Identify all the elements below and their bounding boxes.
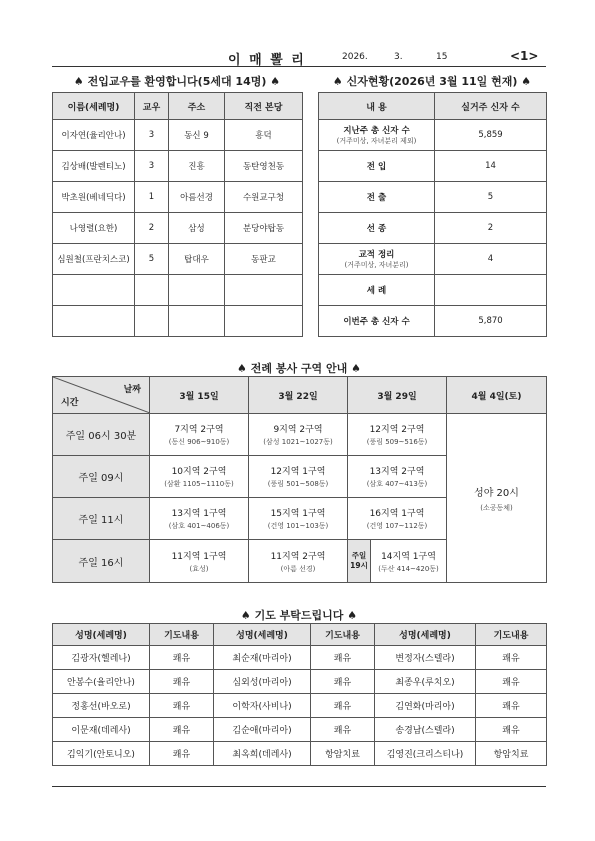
cell-name: 안봉수(율리안나) [53, 670, 150, 694]
corner-date-label: 날짜 [123, 385, 141, 395]
service-area: 11지역 1구역 [171, 551, 227, 562]
service-area: 13지역 2구역 [369, 467, 425, 477]
service-area: 7지역 2구역 [174, 425, 224, 435]
stat-label [319, 182, 435, 213]
column-header: 실거주 신자 수 [435, 93, 547, 120]
table-row [53, 670, 547, 694]
cell-name: 최종우(루치오) [375, 670, 476, 694]
cell-intention: 쾌유 [476, 670, 547, 694]
stat-value: 2 [435, 213, 547, 244]
easter-vigil-main: 성야 20시 [474, 487, 519, 499]
column-header: 성명(세례명) [53, 624, 150, 646]
service-area: 9지역 2구역 [273, 425, 323, 435]
cell-count: 1 [135, 182, 169, 213]
service-area-detail: (삼성 1021~1027동) [263, 438, 333, 446]
corner-time-label: 시간 [61, 398, 79, 408]
special-time-label [348, 540, 371, 582]
time-header: 주일 11시 [53, 498, 150, 540]
stat-value [435, 275, 547, 306]
stat-label [319, 306, 435, 337]
stat-label-sub: (거주미상, 자녀분리) [344, 261, 409, 269]
table-row [319, 182, 547, 213]
stat-value: 5,859 [435, 120, 547, 151]
column-header: 직전 본당 [225, 93, 303, 120]
table-header-row [53, 93, 303, 120]
stat-label [319, 151, 435, 182]
cell-name: 김연화(마리아) [375, 694, 476, 718]
service-area-detail: (삼환 1105~1110동) [164, 480, 234, 488]
page-number: <1> [510, 49, 539, 63]
service-area-detail: (아름 선경) [280, 564, 316, 573]
service-area-detail: (동신 906~910동) [168, 438, 230, 446]
column-header: 내 용 [319, 93, 435, 120]
special-time-label-line2: 19시 [350, 561, 368, 570]
cell-name: 변정자(스텔라) [375, 646, 476, 670]
stat-value: 5,870 [435, 306, 547, 337]
cell-name: 김순애(마리아) [214, 718, 311, 742]
cell-intention: 쾌유 [311, 670, 375, 694]
column-header: 교우 [135, 93, 169, 120]
table-row [53, 244, 303, 275]
cell-intention: 쾌유 [476, 646, 547, 670]
stat-label-main: 이번주 총 신자 수 [343, 317, 410, 327]
date-header: 4월 4일(토) [447, 377, 547, 414]
service-cell [249, 414, 348, 456]
cell-address: 삼성 [169, 213, 225, 244]
cell-intention: 쾌유 [476, 718, 547, 742]
service-cell [249, 498, 348, 540]
column-header: 성명(세례명) [214, 624, 311, 646]
cell-intention: 쾌유 [150, 670, 214, 694]
cell-count: 3 [135, 151, 169, 182]
cell-name: 김영진(크리스티나) [375, 742, 476, 766]
cell-name: 김익기(안토니오) [53, 742, 150, 766]
cell-intention: 쾌유 [311, 646, 375, 670]
cell-address: 진흥 [169, 151, 225, 182]
cell-name: 이학자(사비나) [214, 694, 311, 718]
service-area: 13지역 1구역 [171, 509, 227, 519]
cell-intention: 쾌유 [476, 694, 547, 718]
service-table [52, 376, 547, 583]
table-row [53, 646, 547, 670]
service-area-detail: (삼호 401~406동) [168, 522, 230, 530]
service-area: 14지역 1구역 [381, 551, 436, 562]
column-header: 성명(세례명) [375, 624, 476, 646]
cell-name: 김상배(발렌티노) [53, 151, 135, 182]
service-cell [348, 414, 447, 456]
service-cell [348, 498, 447, 540]
cell-address: 아름선경 [169, 182, 225, 213]
stat-label-sub: (거주미상, 자녀분리 제외) [336, 137, 417, 145]
new-families-title: ♠ 전입교우를 환영합니다(5세대 14명) ♠ [73, 75, 281, 88]
stat-label-main: 전 입 [366, 162, 387, 172]
corner-cell [53, 377, 150, 414]
easter-vigil-cell [447, 414, 547, 583]
column-header: 이름(세례명) [53, 93, 135, 120]
table-row [53, 275, 303, 306]
cell-intention: 항암치료 [311, 742, 375, 766]
cell-count: 3 [135, 120, 169, 151]
cell-address: 탑대우 [169, 244, 225, 275]
column-header: 기도내용 [311, 624, 375, 646]
cell-name [53, 306, 135, 337]
table-header-row [53, 624, 547, 646]
cell-parish: 흥덕 [225, 120, 303, 151]
table-row [319, 151, 547, 182]
service-cell [150, 456, 249, 498]
cell-intention: 쾌유 [150, 742, 214, 766]
service-area: 15지역 1구역 [270, 509, 326, 519]
service-cell [249, 540, 348, 583]
stat-label-main: 교적 정리 [358, 250, 395, 260]
service-area: 12지역 2구역 [369, 425, 425, 435]
table-row [53, 694, 547, 718]
cell-intention: 쾌유 [311, 694, 375, 718]
stat-label [319, 120, 435, 151]
cell-name: 이자연(율리안나) [53, 120, 135, 151]
table-row [319, 244, 547, 275]
header-rule [52, 66, 546, 67]
service-area: 11지역 2구역 [270, 551, 326, 562]
cell-name: 최옥희(데레사) [214, 742, 311, 766]
time-header: 주일 06시 30분 [53, 414, 150, 456]
cell-address [169, 275, 225, 306]
cell-address: 동신 9 [169, 120, 225, 151]
service-title: ♠ 전례 봉사 구역 안내 ♠ [237, 362, 361, 375]
table-row [319, 213, 547, 244]
stat-label-main: 세 례 [366, 286, 387, 296]
table-row [319, 275, 547, 306]
stat-value: 4 [435, 244, 547, 275]
cell-count: 2 [135, 213, 169, 244]
service-area-detail: (건영 107~112동) [366, 522, 428, 530]
believers-title: ♠ 신자현황(2026년 3월 11일 현재) ♠ [332, 75, 532, 88]
service-area-detail: (두산 414~420동) [378, 564, 439, 573]
stat-label-main: 지난주 총 신자 수 [343, 126, 410, 136]
believers-table [318, 92, 547, 337]
page-title: 이 매 뽈 리 [228, 53, 306, 68]
cell-intention: 쾌유 [150, 694, 214, 718]
cell-name: 김광자(헬레나) [53, 646, 150, 670]
stat-label [319, 275, 435, 306]
service-area: 10지역 2구역 [171, 467, 227, 477]
cell-count [135, 275, 169, 306]
issue-day: 15 [436, 52, 448, 62]
cell-parish: 동탄영천동 [225, 151, 303, 182]
cell-intention: 쾌유 [311, 718, 375, 742]
footer-rule [52, 786, 546, 787]
table-row [53, 120, 303, 151]
time-header: 주일 09시 [53, 456, 150, 498]
easter-vigil-sub: (소공동체) [480, 503, 513, 512]
table-header-row [319, 93, 547, 120]
table-row [53, 718, 547, 742]
cell-parish: 동판교 [225, 244, 303, 275]
cell-intention: 쾌유 [150, 718, 214, 742]
cell-parish [225, 275, 303, 306]
cell-name: 송경남(스텔라) [375, 718, 476, 742]
prayer-title: ♠ 기도 부탁드립니다 ♠ [240, 609, 358, 622]
table-row [53, 742, 547, 766]
date-header: 3월 15일 [150, 377, 249, 414]
service-cell [249, 456, 348, 498]
cell-name: 박초원(베네딕다) [53, 182, 135, 213]
column-header: 기도내용 [476, 624, 547, 646]
issue-year: 2026. [342, 52, 368, 62]
cell-address [169, 306, 225, 337]
stat-label [319, 213, 435, 244]
service-area-detail: (건영 101~103동) [267, 522, 329, 530]
stat-label-main: 선 종 [366, 224, 387, 234]
cell-name: 이문재(데레사) [53, 718, 150, 742]
service-area-detail: (삼호 407~413동) [366, 480, 428, 488]
cell-intention: 항암치료 [476, 742, 547, 766]
date-header: 3월 29일 [348, 377, 447, 414]
cell-parish: 분당야탑동 [225, 213, 303, 244]
table-row [53, 414, 547, 456]
cell-name: 심외성(마리아) [214, 670, 311, 694]
table-row [319, 120, 547, 151]
table-row [53, 182, 303, 213]
service-cell-split [348, 540, 447, 583]
cell-name [53, 275, 135, 306]
cell-name: 나영렬(요한) [53, 213, 135, 244]
service-area: 16지역 1구역 [369, 509, 425, 519]
service-cell [348, 456, 447, 498]
table-row [53, 213, 303, 244]
cell-name: 최순재(마리아) [214, 646, 311, 670]
cell-intention: 쾌유 [150, 646, 214, 670]
stat-label [319, 244, 435, 275]
table-row [319, 306, 547, 337]
service-area: 12지역 1구역 [270, 467, 326, 477]
service-area-detail: (풍림 509~516동) [366, 438, 428, 446]
stat-value: 5 [435, 182, 547, 213]
column-header: 기도내용 [150, 624, 214, 646]
cell-count: 5 [135, 244, 169, 275]
table-row [53, 151, 303, 182]
cell-parish: 수원교구청 [225, 182, 303, 213]
time-header: 주일 16시 [53, 540, 150, 583]
table-row [53, 306, 303, 337]
cell-name: 정홍선(바오로) [53, 694, 150, 718]
stat-label-main: 전 출 [366, 193, 387, 203]
cell-name: 심원철(프란치스코) [53, 244, 135, 275]
date-header: 3월 22일 [249, 377, 348, 414]
new-families-table [52, 92, 303, 337]
cell-count [135, 306, 169, 337]
stat-value: 14 [435, 151, 547, 182]
cell-parish [225, 306, 303, 337]
special-time-label-line1: 주일 [351, 550, 367, 560]
service-area-detail: (효성) [189, 564, 209, 573]
service-cell [150, 498, 249, 540]
service-cell [150, 414, 249, 456]
service-cell [150, 540, 249, 583]
issue-month: 3. [394, 52, 403, 62]
column-header: 주소 [169, 93, 225, 120]
prayer-table [52, 623, 547, 766]
table-header-row [53, 377, 547, 414]
service-area-detail: (풍림 501~508동) [267, 480, 329, 488]
